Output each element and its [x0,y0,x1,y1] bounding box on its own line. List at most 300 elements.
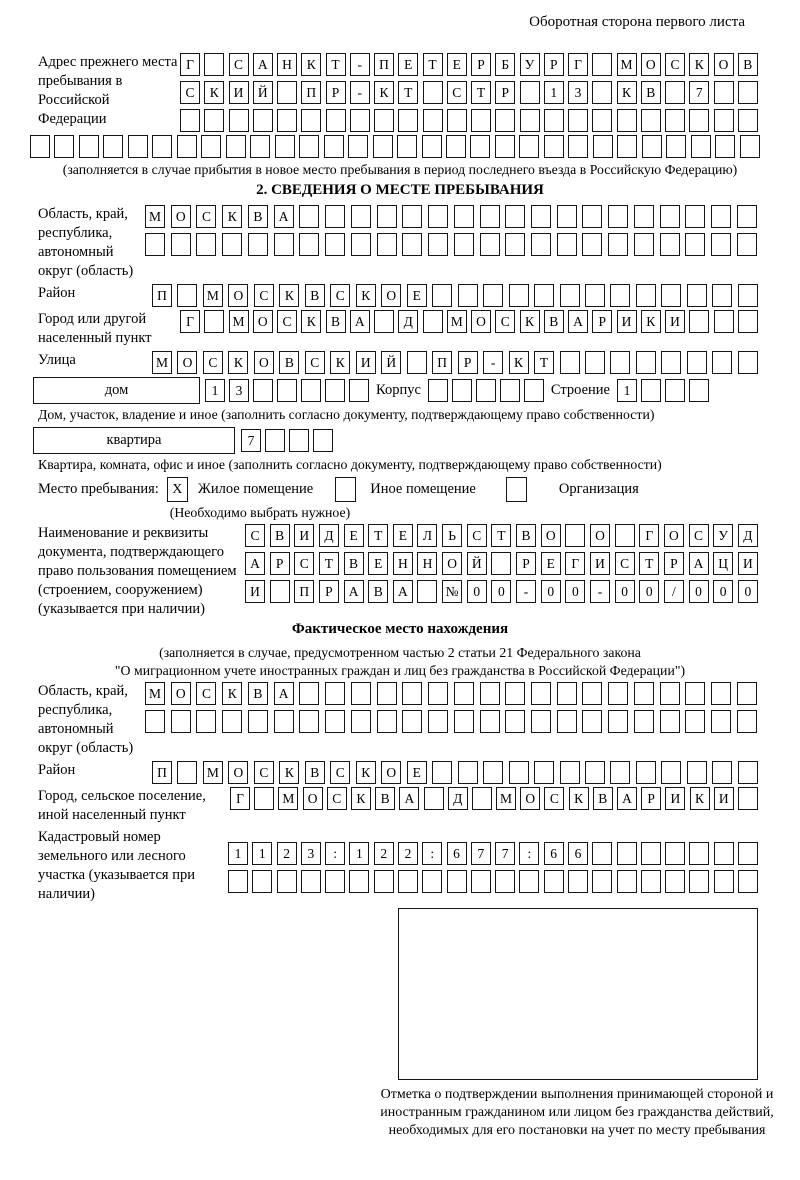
char-cell [30,135,50,158]
char-cell: С [467,524,487,547]
char-cell: - [483,351,503,374]
char-cell [350,109,370,132]
char-cell [685,710,705,733]
char-cell: О [254,351,274,374]
char-cell [641,379,661,402]
char-cell [177,135,197,158]
char-cell: Е [368,552,388,575]
char-cell: 7 [689,81,709,104]
char-cell [634,682,654,705]
char-cell [265,429,285,452]
char-cell [685,233,705,256]
actual-region-block [38,682,800,758]
char-cell: В [344,552,364,575]
char-cell: Р [544,53,564,76]
char-cell: - [590,580,610,603]
char-cell [299,682,319,705]
char-cell: Р [319,580,339,603]
char-cell: И [590,552,610,575]
char-cell [228,870,248,893]
char-cell: О [303,787,323,810]
char-cell [568,109,588,132]
house-cells [205,379,369,402]
char-cell [472,787,492,810]
char-cell [660,205,680,228]
char-cell: 0 [615,580,635,603]
char-cell: 2 [374,842,394,865]
char-cell: Т [423,53,443,76]
char-cell [608,233,628,256]
char-cell: 7 [241,429,261,452]
char-cell [711,682,731,705]
char-cell [428,710,448,733]
char-cell [196,233,216,256]
char-cell [641,870,661,893]
char-cell: О [664,524,684,547]
char-cell: К [690,787,710,810]
char-cell [277,109,297,132]
char-cell [177,761,197,784]
char-cell: М [447,310,467,333]
char-cell: С [330,761,350,784]
stay-type-checkbox-other [335,477,356,502]
char-cell: 3 [568,81,588,104]
char-cell: С [495,310,515,333]
char-cell: К [356,761,376,784]
char-cell [738,351,758,374]
char-cell: С [229,53,249,76]
char-cell: Н [393,552,413,575]
actual-district-label: Район [38,762,76,778]
char-cell [252,870,272,893]
stay-type-option-other: Иное помещение [370,481,476,497]
char-cell [226,135,246,158]
char-cell [738,842,758,865]
char-cell: : [519,842,539,865]
char-cell [325,233,345,256]
char-cell: У [713,524,733,547]
char-cell: К [204,81,224,104]
char-cell: О [171,205,191,228]
char-cell: В [305,761,325,784]
char-cell [222,710,242,733]
char-cell: Е [447,53,467,76]
char-cell: О [228,761,248,784]
char-cell: С [615,552,635,575]
char-cell [326,109,346,132]
char-cell [424,787,444,810]
char-cell [660,682,680,705]
region-label: Область, край, республика, автономный округ (область) [38,206,134,279]
char-cell [666,135,686,158]
document-grid [245,524,758,603]
char-cell [325,379,345,402]
char-cell: О [171,682,191,705]
house-row [33,377,800,404]
char-cell: К [641,310,661,333]
char-cell [313,429,333,452]
char-cell [54,135,74,158]
char-cell [660,233,680,256]
char-cell [714,81,734,104]
apartment-box: квартира [33,427,235,454]
char-cell [714,310,734,333]
char-cell: 2 [277,842,297,865]
char-cell [661,761,681,784]
char-cell [509,761,529,784]
region-grid [145,205,757,256]
char-cell [145,233,165,256]
char-cell: К [279,761,299,784]
char-cell [505,205,525,228]
char-cell [377,233,397,256]
char-cell: А [568,310,588,333]
char-cell [712,761,732,784]
char-cell: С [245,524,265,547]
char-cell [738,81,758,104]
char-cell: И [617,310,637,333]
char-cell: Р [270,552,290,575]
actual-city-label: Город, сельское поселение, иной населенный пункт [38,788,206,823]
char-cell [714,842,734,865]
section2-title: 2. СВЕДЕНИЯ О МЕСТЕ ПРЕБЫВАНИЯ [256,182,544,198]
char-cell: С [254,284,274,307]
char-cell [325,710,345,733]
korpus-cells [428,379,544,402]
char-cell: П [301,81,321,104]
char-cell [737,233,757,256]
char-cell: И [229,81,249,104]
char-cell: М [145,205,165,228]
actual-location-note-1: (заполняется в случае, предусмотренном частью 2 статьи 21 Федерального закона [159,645,641,660]
actual-city-block [38,787,800,825]
char-cell [407,351,427,374]
char-cell [565,524,585,547]
char-cell [634,710,654,733]
char-cell: С [254,761,274,784]
char-cell [428,682,448,705]
char-cell: С [277,310,297,333]
char-cell [738,310,758,333]
apartment-note: Квартира, комната, офис и иное (заполнить согласно документу, подтверждающему право собственности) [38,457,662,472]
char-cell: Т [368,524,388,547]
char-cell [691,135,711,158]
char-cell [180,109,200,132]
char-cell: В [544,310,564,333]
street-label: Улица [38,352,76,368]
actual-region-row-2 [145,710,757,733]
char-cell: К [222,682,242,705]
char-cell [480,205,500,228]
char-cell: 6 [568,842,588,865]
char-cell [495,109,515,132]
char-cell: К [569,787,589,810]
char-cell [483,284,503,307]
char-cell: Д [738,524,758,547]
char-cell: 7 [471,842,491,865]
char-cell [531,710,551,733]
char-cell: 3 [301,842,321,865]
char-cell: С [327,787,347,810]
char-cell [738,284,758,307]
char-cell: О [253,310,273,333]
district-label: Район [38,285,76,301]
char-cell [79,135,99,158]
apartment-cells [241,429,333,452]
char-cell: В [738,53,758,76]
char-cell: О [520,787,540,810]
char-cell: М [203,761,223,784]
char-cell: Й [253,81,273,104]
korpus-label: Корпус [376,382,421,398]
char-cell [277,870,297,893]
char-cell [608,205,628,228]
stay-type-label: Место пребывания: [38,481,159,497]
char-cell: Д [398,310,418,333]
char-cell [480,233,500,256]
char-cell: 0 [467,580,487,603]
char-cell: В [593,787,613,810]
char-cell [458,284,478,307]
stay-type-option-residential: Жилое помещение [197,481,314,497]
char-cell [505,233,525,256]
char-cell: В [248,205,268,228]
char-cell: 6 [447,842,467,865]
char-cell: Н [417,552,437,575]
char-cell: Ь [442,524,462,547]
char-cell [557,205,577,228]
char-cell [738,787,758,810]
char-cell: Б [495,53,515,76]
char-cell [641,842,661,865]
char-cell [636,351,656,374]
actual-district-row [152,761,758,784]
document-row-2 [245,552,758,575]
char-cell [277,379,297,402]
char-cell: 2 [398,842,418,865]
char-cell [689,870,709,893]
char-cell [422,870,442,893]
char-cell [740,135,760,158]
char-cell [253,379,273,402]
char-cell [520,81,540,104]
actual-region-grid [145,682,757,733]
char-cell [417,580,437,603]
char-cell [505,710,525,733]
char-cell [636,761,656,784]
char-cell [299,233,319,256]
char-cell [544,135,564,158]
char-cell [568,870,588,893]
street-row [152,351,758,374]
char-cell [711,710,731,733]
char-cell [324,135,344,158]
char-cell [454,710,474,733]
char-cell [423,310,443,333]
char-cell [428,205,448,228]
char-cell [351,710,371,733]
char-cell: К [351,787,371,810]
region-block [38,205,800,281]
char-cell: Т [534,351,554,374]
char-cell [585,761,605,784]
char-cell [480,710,500,733]
char-cell [544,870,564,893]
char-cell: М [203,284,223,307]
char-cell [634,205,654,228]
district-block [38,284,800,307]
char-cell: И [294,524,314,547]
char-cell [397,135,417,158]
char-cell [374,310,394,333]
char-cell [103,135,123,158]
char-cell: Е [407,284,427,307]
char-cell [689,310,709,333]
actual-city-row [230,787,758,810]
actual-district-block [38,761,800,784]
char-cell [325,205,345,228]
char-cell: О [228,284,248,307]
char-cell: Т [326,53,346,76]
char-cell [582,205,602,228]
char-cell [301,870,321,893]
char-cell [471,109,491,132]
char-cell [557,710,577,733]
char-cell [454,233,474,256]
city-block [38,310,800,348]
char-cell [610,761,630,784]
stay-type-checkbox-residential: X [167,477,188,502]
char-cell [738,109,758,132]
char-cell [222,233,242,256]
char-cell [201,135,221,158]
char-cell [665,109,685,132]
char-cell: С [196,682,216,705]
char-cell: Е [541,552,561,575]
char-cell [685,682,705,705]
char-cell [715,135,735,158]
char-cell [299,205,319,228]
char-cell [505,682,525,705]
char-cell: 0 [639,580,659,603]
char-cell: Т [398,81,418,104]
char-cell [432,761,452,784]
cadastral-row-1 [228,842,758,865]
char-cell: О [381,284,401,307]
char-cell: Т [639,552,659,575]
char-cell [277,81,297,104]
char-cell [254,787,274,810]
char-cell: : [325,842,345,865]
char-cell [402,233,422,256]
char-cell: М [278,787,298,810]
char-cell: С [180,81,200,104]
char-cell: 0 [713,580,733,603]
char-cell [585,351,605,374]
char-cell: М [496,787,516,810]
prev-address-row-3 [180,109,758,132]
char-cell: И [665,310,685,333]
char-cell: В [248,682,268,705]
char-cell [582,710,602,733]
char-cell: В [326,310,346,333]
char-cell: Г [639,524,659,547]
char-cell: К [520,310,540,333]
char-cell: М [145,682,165,705]
char-cell: П [152,761,172,784]
char-cell [325,870,345,893]
char-cell [196,710,216,733]
char-cell [495,870,515,893]
char-cell: К [374,81,394,104]
char-cell [557,233,577,256]
char-cell [204,53,224,76]
char-cell: : [422,842,442,865]
char-cell: 6 [544,842,564,865]
char-cell [685,205,705,228]
char-cell [617,109,637,132]
document-label: Наименование и реквизиты документа, подтверждающего право пользования помещением (строением, сооружением) (указывается при наличии) [38,525,237,617]
char-cell [483,761,503,784]
char-cell [454,682,474,705]
char-cell [374,109,394,132]
char-cell [171,710,191,733]
char-cell: 0 [565,580,585,603]
char-cell [711,205,731,228]
char-cell [351,682,371,705]
char-cell [520,109,540,132]
char-cell: М [152,351,172,374]
char-cell: Е [344,524,364,547]
char-cell [687,761,707,784]
char-cell [432,284,452,307]
char-cell: О [442,552,462,575]
char-cell: В [516,524,536,547]
char-cell: С [294,552,314,575]
char-cell [617,842,637,865]
stay-type-checkbox-organization [506,477,527,502]
cadastral-block [38,828,800,904]
char-cell: О [471,310,491,333]
stay-type-row [38,477,800,502]
char-cell [491,552,511,575]
char-cell: П [374,53,394,76]
stroenie-cells [617,379,709,402]
char-cell [665,842,685,865]
char-cell [299,710,319,733]
char-cell [447,109,467,132]
char-cell [351,233,371,256]
char-cell [617,870,637,893]
char-cell: 1 [228,842,248,865]
char-cell: Р [664,552,684,575]
char-cell: К [301,53,321,76]
char-cell [534,284,554,307]
char-cell [636,284,656,307]
char-cell [711,233,731,256]
char-cell: 1 [252,842,272,865]
char-cell [687,351,707,374]
char-cell: К [689,53,709,76]
char-cell: У [520,53,540,76]
char-cell [568,135,588,158]
char-cell: - [350,53,370,76]
char-cell [531,682,551,705]
char-cell: С [665,53,685,76]
char-cell [608,682,628,705]
char-cell: А [689,552,709,575]
char-cell [152,135,172,158]
